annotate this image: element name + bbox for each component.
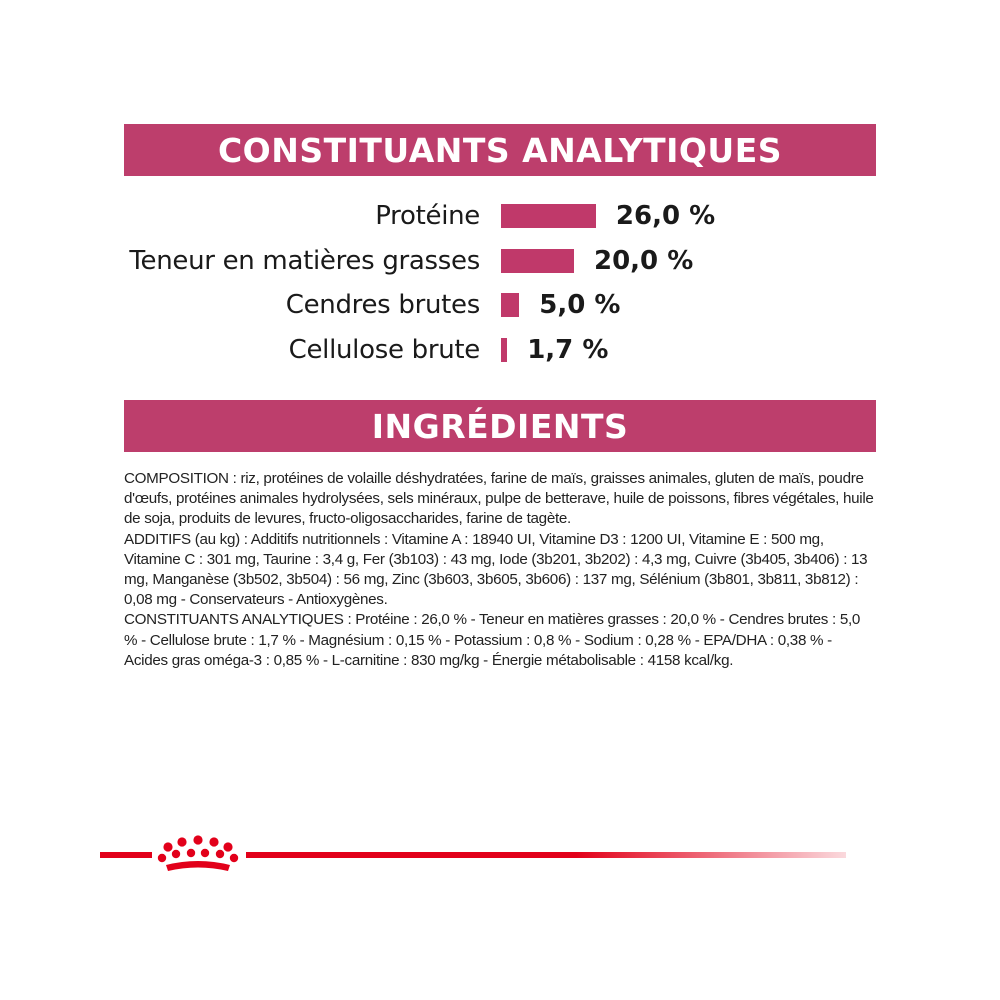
constituant-row-cellulose	[0, 330, 1000, 370]
ingredients-header-title: INGRÉDIENTS	[371, 406, 629, 446]
constituant-label: Cendres brutes	[285, 290, 480, 320]
constituant-value: 5,0 %	[539, 290, 621, 320]
constituant-bar	[501, 204, 596, 228]
constituant-label: Protéine	[375, 201, 480, 231]
constituant-value: 26,0 %	[615, 201, 716, 231]
ingredients-header	[124, 400, 876, 452]
composition-paragraph: COMPOSITION : riz, protéines de volaille déshydratées, farine de maïs, graisses animales, gluten de maïs, poudre d'œufs, protéines animales hydrolysées, sels minéraux, pulpe de betterave, huile de poissons, fibres végétales, huile de soja, produits de levures, fructo-oligosaccharides, farine de tagète.	[124, 470, 874, 528]
constituants-paragraph: CONSTITUANTS ANALYTIQUES : Protéine : 26,0 % - Teneur en matières grasses : 20,0 % - Cendres brutes : 5,0 % - Cellulose brute : 1,7 % - Magnésium : 0,15 % - Potassium : 0,8 % - Sodium : 0,28 % - EPA/DHA : 0,38 % - Acides gras oméga-3 : 0,85 % - L-carnitine : 830 mg/kg - Énergie métabolisable : 4158 kcal/kg.	[124, 611, 861, 669]
additifs-paragraph: ADDITIFS (au kg) : Additifs nutritionnels : Vitamine A : 18940 UI, Vitamine D3 : 1200 UI, Vitamine E : 500 mg, Vitamine C : 301 mg, Taurine : 3,4 g, Fer (3b103) : 43 mg, Iode (3b201, 3b202) : 4,3 mg, Cuivre (3b405, 3b406) : 13 mg, Manganèse (3b502, 3b504) : 56 mg, Zinc (3b603, 3b605, 3b606) : 137 mg, Sélénium (3b801, 3b811, 3b812) : 0,08 mg - Conservateurs - Antioxygènes.	[124, 530, 868, 609]
constituant-row-matieres-grasses	[0, 241, 1000, 281]
brand-line-right	[246, 852, 846, 858]
constituant-value: 20,0 %	[594, 246, 694, 276]
constituant-value: 1,7 %	[527, 335, 609, 365]
constituant-bar	[501, 293, 519, 317]
crown-icon	[152, 833, 244, 877]
constituant-label: Cellulose brute	[288, 335, 480, 365]
constituant-row-proteine	[0, 196, 1000, 236]
constituant-row-cendres	[0, 285, 1000, 325]
constituant-bar	[501, 338, 507, 362]
ingredients-text	[124, 469, 876, 671]
constituants-header	[124, 124, 876, 176]
constituant-bar	[501, 249, 574, 273]
brand-line-left	[100, 852, 152, 858]
constituants-header-title: CONSTITUANTS ANALYTIQUES	[217, 130, 783, 170]
constituant-label: Teneur en matières grasses	[129, 246, 480, 276]
